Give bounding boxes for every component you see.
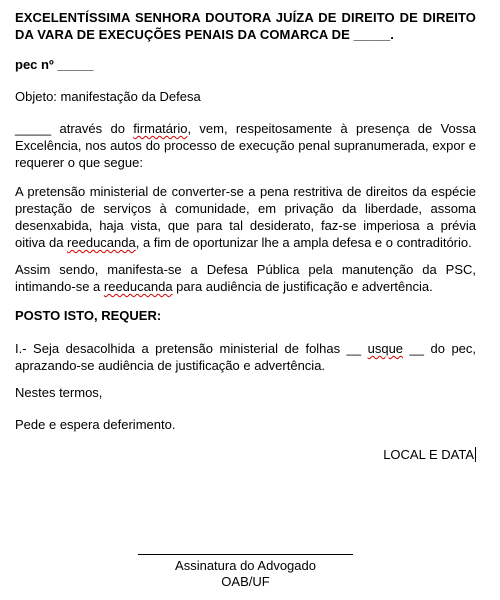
- document-heading: EXCELENTÍSSIMA SENHORA DOUTORA JUÍZA DE DIREITO DE DIREITO DA VARA DE EXECUÇÕES PENAIS DA COMARCA DE _____.: [15, 10, 476, 42]
- signature-name: Assinatura do Advogado: [175, 558, 316, 573]
- request-paragraph: [15, 340, 476, 374]
- document-page: [15, 0, 476, 600]
- objeto-line: Objeto: manifestação da Defesa: [15, 89, 201, 104]
- request-heading: POSTO ISTO, REQUER:: [15, 308, 162, 323]
- closing-request: Pede e espera deferimento.: [15, 417, 176, 432]
- spellcheck-word: firmatário: [133, 121, 188, 136]
- argument-text-2: , a fim de oportunizar lhe a ampla defesa e o contraditório.: [135, 235, 472, 250]
- intro-text-2: , vem, respeitosamente à presença de Vossa Excelência, nos autos do processo de execução penal supranumerada, expor e requerer o que segue:: [15, 121, 477, 170]
- request-text-1: I.- Seja desacolhida a pretensão ministerial de folhas __: [15, 341, 368, 356]
- request-text-2: __ do pec, aprazando-se audiência de justificação e advertência.: [15, 341, 477, 373]
- spellcheck-word: reeducanda: [67, 235, 136, 250]
- text-cursor-icon: [475, 447, 476, 462]
- pec-number-label: pec nº _____: [15, 57, 94, 72]
- spellcheck-word: usque: [367, 341, 404, 356]
- local-date-line: [15, 447, 476, 462]
- local-date-text: LOCAL E DATA: [383, 447, 474, 462]
- manifest-paragraph: [15, 261, 476, 295]
- signature-oab: OAB/UF: [221, 574, 270, 589]
- signature-line: [138, 554, 353, 555]
- intro-text-1: _____ através do: [15, 121, 134, 136]
- argument-paragraph: [15, 183, 476, 251]
- closing-terms: Nestes termos,: [15, 385, 103, 400]
- manifest-text-2: para audiência de justificação e advertência.: [172, 279, 433, 294]
- spellcheck-word: reeducanda: [103, 279, 173, 294]
- manifest-text-1: Assim sendo, manifesta-se a Defesa Pública pela manutenção da PSC, intimando-se a: [15, 262, 476, 294]
- argument-text-1: A pretensão ministerial de converter-se a pena restritiva de direitos da espécie prestação de serviços à comunidade, em privação da liberdade, assoma desenxabida, haja vista, que para tal desiderato, faz-se imperiosa a prévia oitiva da: [15, 184, 476, 250]
- intro-paragraph: [15, 120, 476, 171]
